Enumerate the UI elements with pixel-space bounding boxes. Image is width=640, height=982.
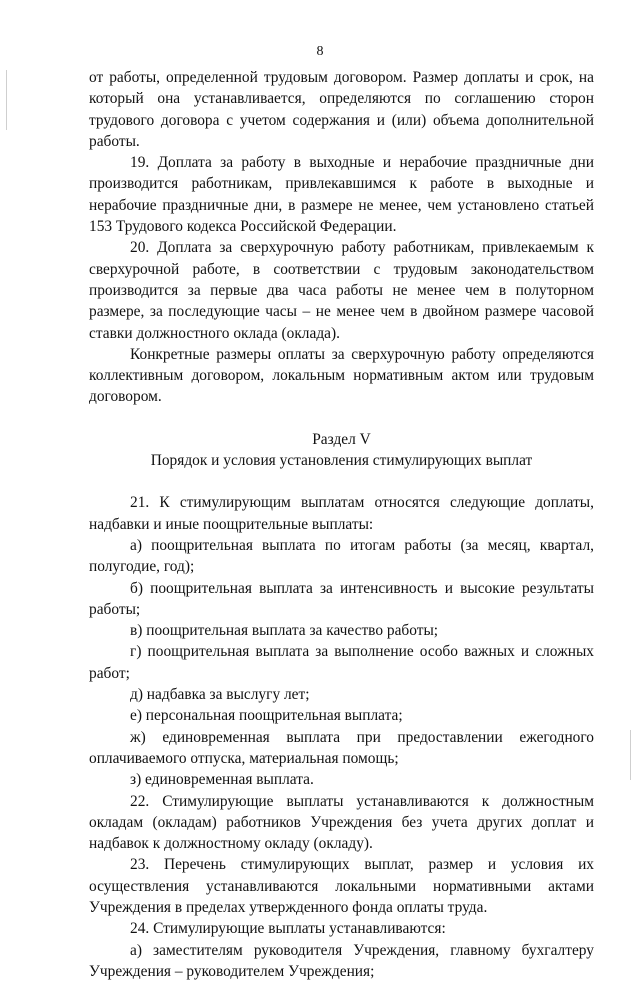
list-item-g: г) поощрительная выплата за выполнение особо важных и сложных работ; xyxy=(89,643,594,682)
paragraph-20: 20. Доплата за сверхурочную работу работникам, привлекаемым к сверхурочной работе, в соответствии с трудовым законодательством производится за первые два часа работы не менее чем в полуторном размере, за последующие часы – не менее чем в двойном размере часовой ставки должностного оклада (оклада). xyxy=(89,239,594,342)
scan-mark-left xyxy=(6,70,7,130)
section-label: Раздел V xyxy=(312,430,371,448)
paragraph-22: 22. Стимулирующие выплаты устанавливаются к должностным окладам (окладам) работников Учреждения без учета других доплат и надбавок к должностному окладу (окладу). xyxy=(89,792,594,853)
list-item-zh: ж) единовременная выплата при предоставлении ежегодного оплачиваемого отпуска, материальная помощь; xyxy=(89,728,594,767)
list-item-z: з) единовременная выплата. xyxy=(130,771,314,789)
section-title: Порядок и условия установления стимулирующих выплат xyxy=(150,452,533,470)
paragraph-overtime-sizes: Конкретные размеры оплаты за сверхурочную работу определяются коллективным договором, локальным нормативным актом или трудовым договором. xyxy=(89,345,594,406)
paragraph-19: 19. Доплата за работу в выходные и нерабочие праздничные дни производится работникам, привлекавшимся к работе в выходные и нерабочие праздничные дни, в размере не менее, чем установлено статьей 153 Трудового кодекса Российской Федерации. xyxy=(89,154,594,236)
paragraph-23: 23. Перечень стимулирующих выплат, размер и условия их осуществления устанавливаются локальными нормативными актами Учреждения в пределах утвержденного фонда оплаты труда. xyxy=(89,856,594,916)
page-number: 8 xyxy=(316,44,324,59)
paragraph-continuation: от работы, определенной трудовым договором. Размер доплаты и срок, на который она устанавливается, определяются по соглашению сторон трудового договора с учетом содержания и (или) объема дополнительной работы. xyxy=(89,69,594,150)
scan-mark-right xyxy=(630,730,631,780)
list-item-e: е) персональная поощрительная выплата; xyxy=(130,707,403,725)
list-item-a: а) поощрительная выплата по итогам работы (за месяц, квартал, полугодие, год); xyxy=(89,536,594,576)
paragraph-21: 21. К стимулирующим выплатам относятся следующие доплаты, надбавки и иные поощрительные выплаты: xyxy=(89,494,594,533)
document-body xyxy=(89,67,594,982)
list-item-d: д) надбавка за выслугу лет; xyxy=(130,686,310,704)
list-item-b: б) поощрительная выплата за интенсивность и высокие результаты работы; xyxy=(89,579,594,618)
paragraph-24: 24. Стимулирующие выплаты устанавливаются: xyxy=(130,920,446,938)
paragraph-24-a: а) заместителям руководителя Учреждения, главному бухгалтеру Учреждения – руководителем Учреждения; xyxy=(89,941,594,980)
list-item-v: в) поощрительная выплата за качество работы; xyxy=(130,622,439,640)
